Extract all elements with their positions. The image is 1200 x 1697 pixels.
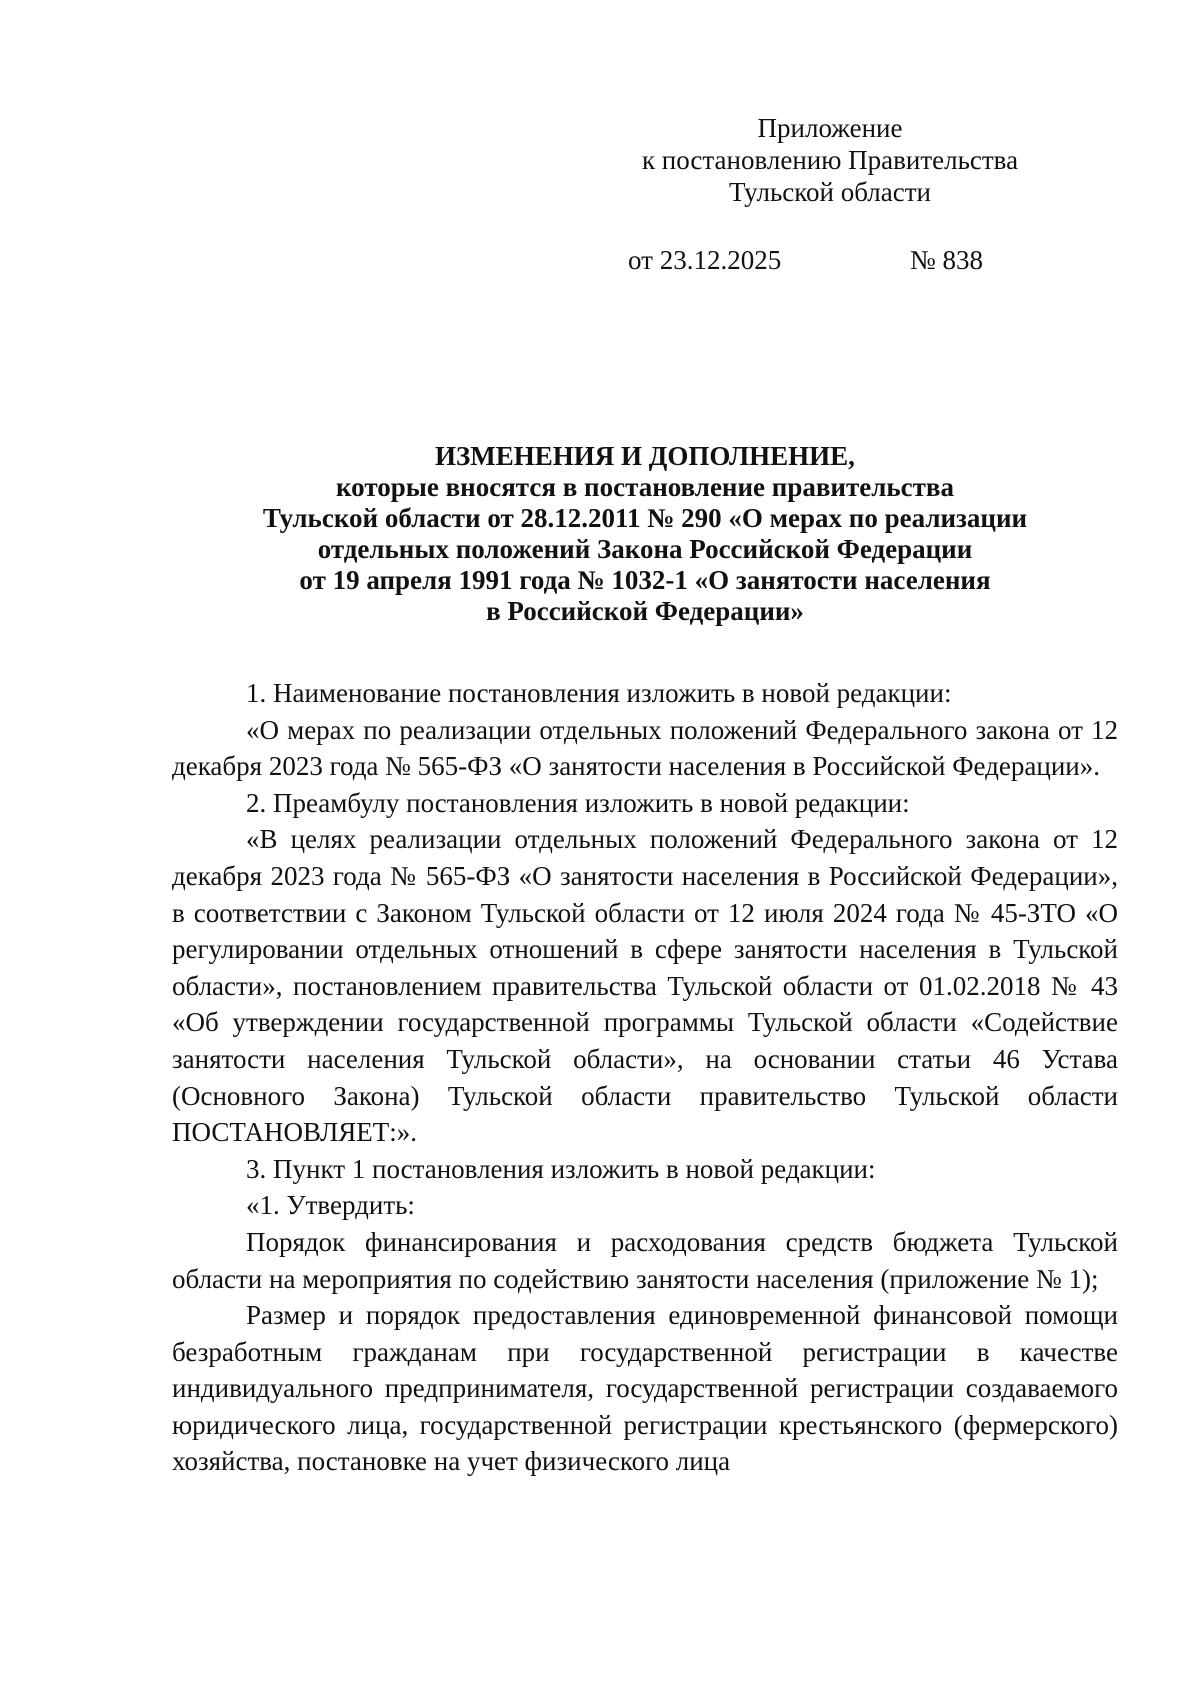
paragraph-approve: «1. Утвердить:: [246, 1190, 415, 1221]
paragraph-financial-aid: Размер и порядок предоставления единовременной финансовой помощи безработным гражданам при государственной регистрации в качестве индивидуального предпринимателя, государственной регистрации создаваемого юридического лица, государственной регистрации крестьянского (фермерского) хозяйства, постановке на учет физического лица: [172, 1300, 1118, 1477]
title-line-2: которые вносятся в постановление правительства: [335, 472, 954, 502]
title-line-1: ИЗМЕНЕНИЯ И ДОПОЛНЕНИЕ,: [435, 441, 855, 471]
title-line-5: от 19 апреля 1991 года № 1032-1 «О занятости населения: [299, 565, 991, 595]
document-body: [172, 675, 1118, 1480]
attachment-label: Приложение: [757, 113, 903, 143]
paragraph-new-name: «О мерах по реализации отдельных положений Федерального закона от 12 декабря 2023 года № 565-ФЗ «О занятости населения в Российской Федерации».: [172, 714, 1118, 782]
attachment-header: [630, 112, 1030, 208]
title-line-3: Тульской области от 28.12.2011 № 290 «О мерах по реализации: [262, 503, 1028, 533]
title-line-6: в Российской Федерации»: [486, 596, 804, 626]
title-line-4: отдельных положений Закона Российской Федерации: [317, 534, 973, 564]
decree-number: № 838: [910, 245, 984, 275]
paragraph-preamble: «В целях реализации отдельных положений Федерального закона от 12 декабря 2023 года № 565-ФЗ «О занятости населения в Российской Федерации», в соответствии с Законом Тульской области от 12 июля 2024 года № 45-ЗТО «О регулировании отдельных отношений в сфере занятости населения в Тульской области», постановлением правительства Тульской области от 01.02.2018 № 43 «Об утверждении государственной программы Тульской области «Содействие занятости населения Тульской области», на основании статьи 46 Устава (Основного Закона) Тульской области правительство Тульской области ПОСТАНОВЛЯЕТ:».: [172, 824, 1118, 1148]
attachment-reference: к постановлению Правительства: [641, 145, 1019, 175]
paragraph-financing-order: Порядок финансирования и расходования средств бюджета Тульской области на мероприятия по содействию занятости населения (приложение № 1);: [172, 1226, 1118, 1294]
paragraph-item-1: 1. Наименование постановления изложить в новой редакции:: [246, 678, 952, 708]
decree-date: от 23.12.2025: [628, 245, 782, 275]
attachment-region: Тульской области: [729, 177, 931, 207]
paragraph-item-2: 2. Преамбулу постановления изложить в новой редакции:: [246, 787, 910, 818]
paragraph-item-3: 3. Пункт 1 постановления изложить в новой редакции:: [246, 1153, 876, 1184]
document-title: [170, 441, 1120, 627]
